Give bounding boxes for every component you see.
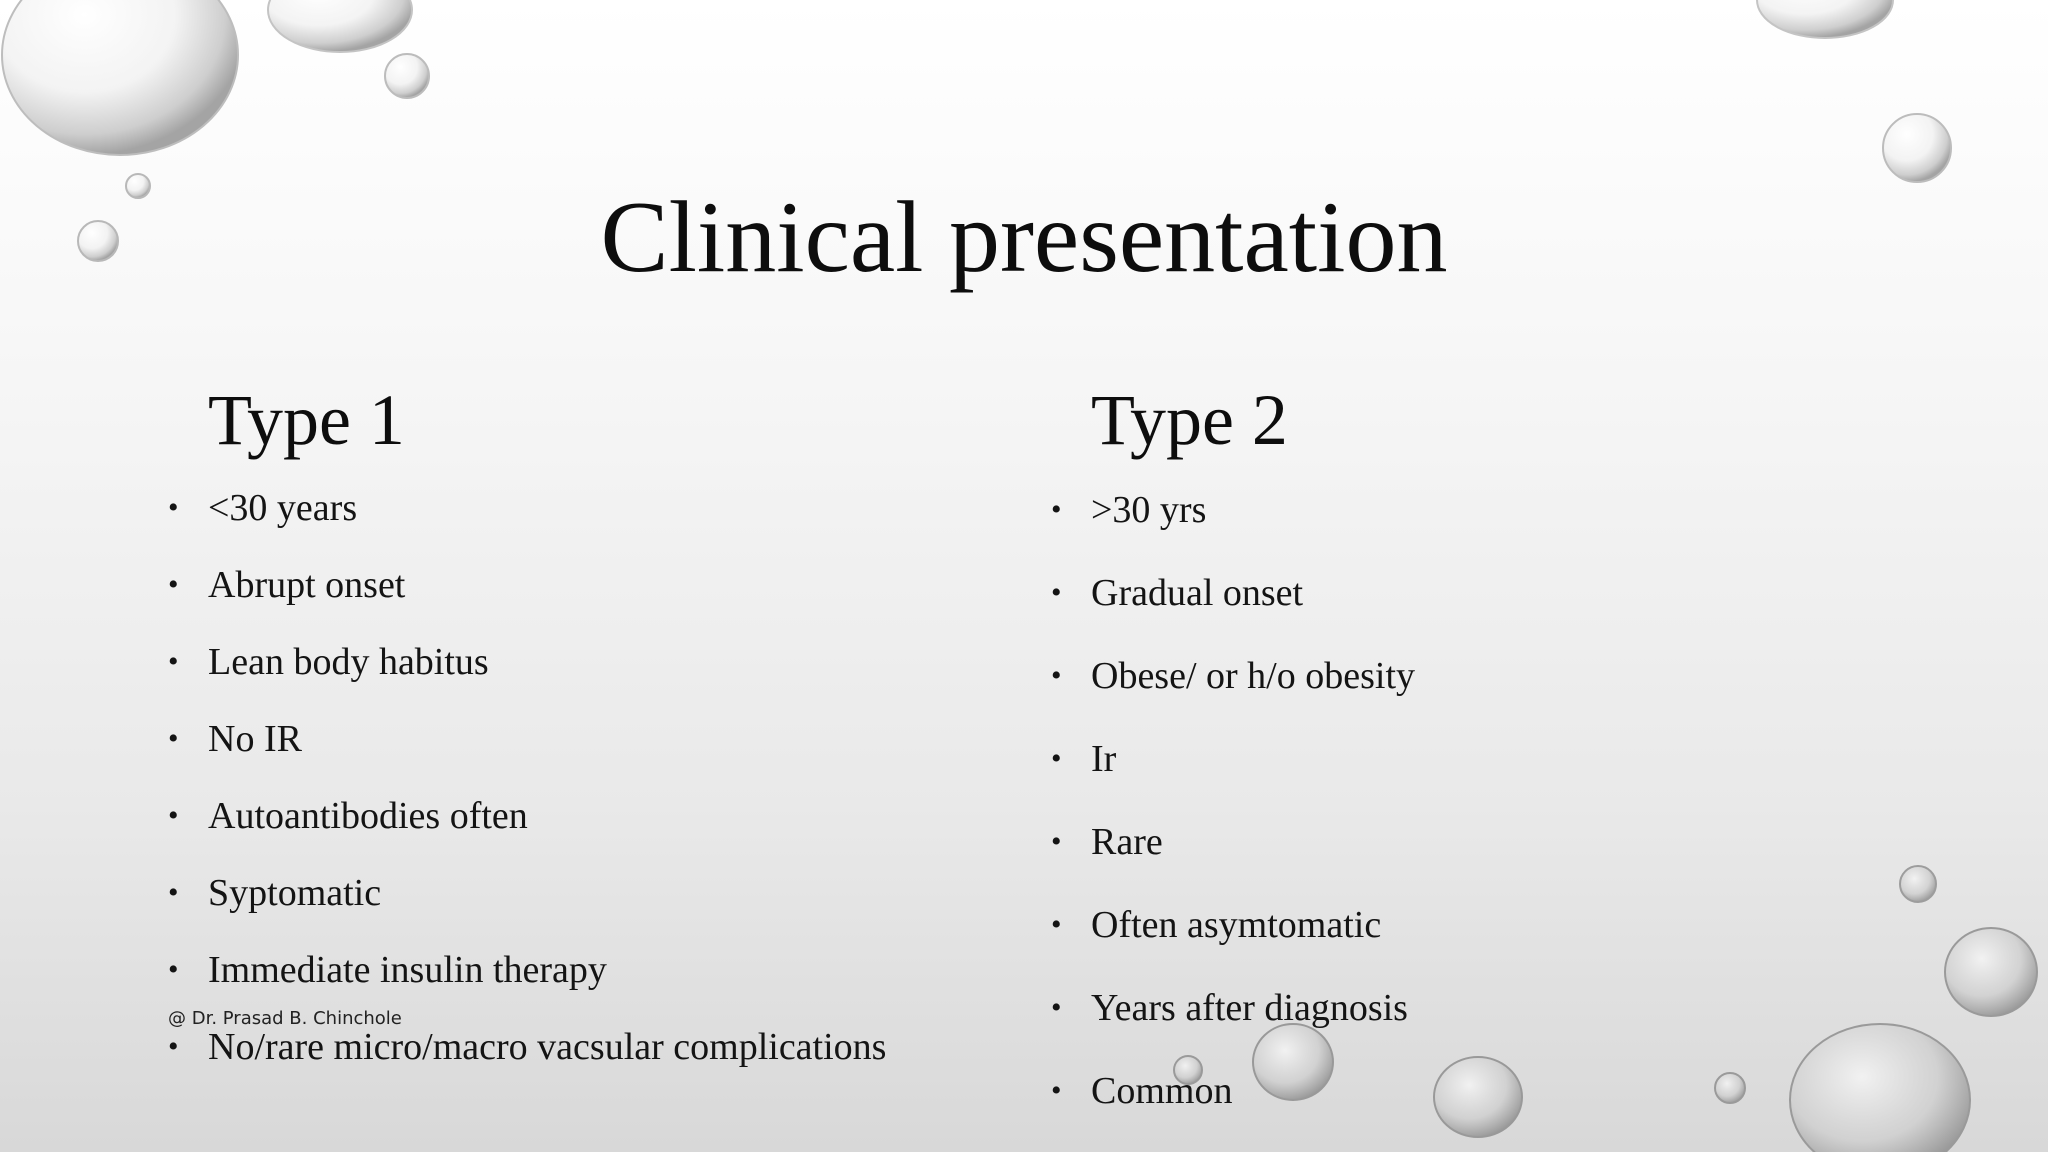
drop-shape [1253, 1024, 1333, 1100]
bullet-icon: • [1051, 493, 1062, 526]
list-item-text: Obese/ or h/o obesity [1091, 655, 1416, 697]
list-item-text: No IR [208, 718, 302, 760]
drop-shape [1790, 1024, 1970, 1152]
bullet-icon: • [1051, 825, 1062, 858]
bullet-icon: • [1051, 1074, 1062, 1107]
author-footer: @ Dr. Prasad B. Chinchole [168, 1008, 402, 1029]
list-item [168, 1025, 887, 1069]
list-item [168, 563, 406, 607]
list-item-text: >30 yrs [1091, 489, 1207, 531]
list-item-text: Ir [1091, 738, 1117, 780]
list-item [1051, 571, 1304, 615]
list-item-text: Rare [1091, 821, 1163, 863]
list-item [1051, 1069, 1233, 1113]
list-item-text: No/rare micro/macro vacsular complications [208, 1026, 887, 1068]
list-item [1051, 820, 1163, 864]
drop-shape [385, 54, 429, 98]
list-item-text: Often asymtomatic [1091, 904, 1382, 946]
list-item-text: Gradual onset [1091, 572, 1304, 614]
list-item [1051, 488, 1207, 532]
bullet-icon: • [168, 1030, 179, 1063]
drop-shape [2, 0, 238, 155]
list-item-text: Lean body habitus [208, 641, 489, 683]
list-item [168, 640, 489, 684]
bullet-icon: • [168, 491, 179, 524]
list-item [1051, 903, 1382, 947]
list-item [168, 948, 607, 992]
list-item-text: Autoantibodies often [208, 795, 528, 837]
bullet-icon: • [1051, 576, 1062, 609]
drop-shape [1900, 866, 1936, 902]
drop-shape [1434, 1057, 1522, 1137]
bullet-icon: • [1051, 908, 1062, 941]
bullet-icon: • [168, 953, 179, 986]
list-item [168, 871, 382, 915]
bullet-icon: • [168, 645, 179, 678]
bullet-icon: • [168, 568, 179, 601]
list-item-text: Abrupt onset [208, 564, 406, 606]
list-item [168, 717, 302, 761]
type-2-heading: Type 2 [1091, 380, 1288, 460]
bullet-icon: • [168, 876, 179, 909]
list-item-text: Years after diagnosis [1091, 987, 1408, 1029]
bullet-icon: • [168, 799, 179, 832]
list-item [168, 794, 528, 838]
list-item-text: Common [1091, 1070, 1233, 1112]
drop-shape [1945, 928, 2037, 1016]
slide-title: Clinical presentation [600, 181, 1448, 294]
list-item [1051, 737, 1117, 781]
drop-shape [268, 0, 412, 52]
drop-shape [1883, 114, 1951, 182]
type-1-heading: Type 1 [208, 380, 405, 460]
list-item-text: Immediate insulin therapy [208, 949, 607, 991]
bullet-icon: • [1051, 742, 1062, 775]
bullet-icon: • [1051, 659, 1062, 692]
list-item [1051, 654, 1416, 698]
list-item [168, 486, 358, 530]
list-item-text: <30 years [208, 487, 358, 529]
drop-shape [1715, 1073, 1745, 1103]
list-item-text: Syptomatic [208, 872, 382, 914]
list-item [1051, 986, 1408, 1030]
bullet-icon: • [1051, 991, 1062, 1024]
bullet-icon: • [168, 722, 179, 755]
drop-shape [1757, 0, 1893, 38]
